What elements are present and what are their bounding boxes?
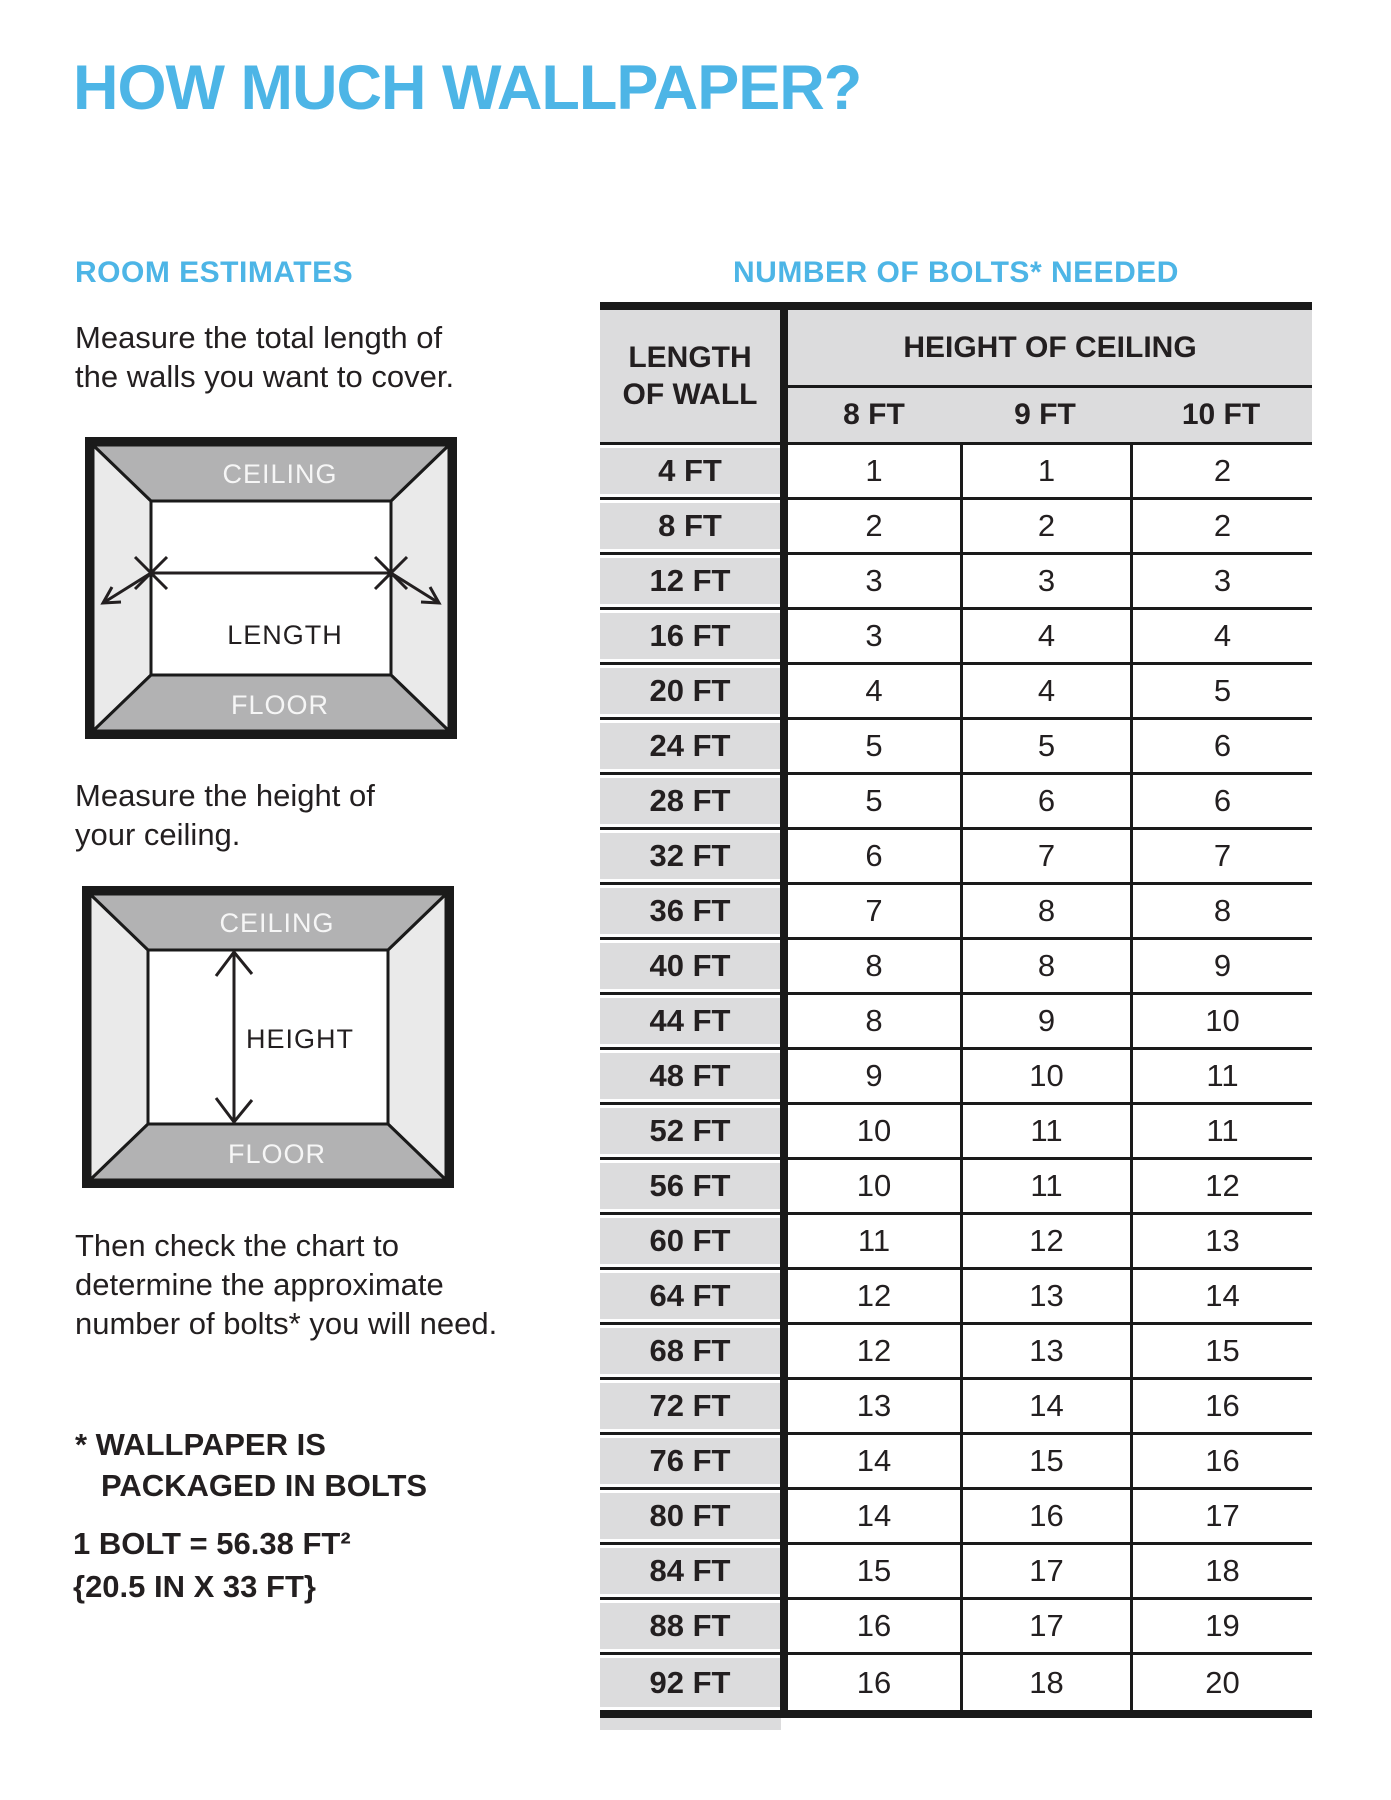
floor-label: FLOOR xyxy=(230,690,330,720)
table-row xyxy=(600,500,1312,555)
bolts-count-cell: 5 xyxy=(960,720,1130,772)
bolts-count-cell: 9 xyxy=(960,995,1130,1047)
bolts-count-cell: 6 xyxy=(960,775,1130,827)
wall-length-cell: 68 FT xyxy=(600,1325,780,1377)
table-row xyxy=(600,940,1312,995)
table-row xyxy=(600,1600,1312,1655)
bolts-count-cell: 2 xyxy=(780,500,960,552)
height-label: HEIGHT xyxy=(245,1024,355,1054)
bolts-count-cell: 2 xyxy=(1130,445,1312,497)
bolts-needed-heading: NUMBER OF BOLTS* NEEDED xyxy=(733,256,1179,289)
bolts-count-cell: 6 xyxy=(1130,775,1312,827)
bolts-count-cell: 1 xyxy=(780,445,960,497)
wall-length-cell: 80 FT xyxy=(600,1490,780,1542)
wall-length-cell: 60 FT xyxy=(600,1215,780,1267)
bolts-count-cell: 12 xyxy=(780,1325,960,1377)
bolts-count-cell: 7 xyxy=(780,885,960,937)
bolts-count-cell: 6 xyxy=(1130,720,1312,772)
bolts-count-cell: 16 xyxy=(1130,1380,1312,1432)
table-footer-strip xyxy=(600,1718,781,1730)
instruction-line: Then check the chart to xyxy=(75,1228,399,1263)
bolts-count-cell: 7 xyxy=(1130,830,1312,882)
bolts-count-cell: 8 xyxy=(960,885,1130,937)
table-row xyxy=(600,1325,1312,1380)
table-row xyxy=(600,1160,1312,1215)
bolts-count-cell: 13 xyxy=(960,1325,1130,1377)
table-row xyxy=(600,1435,1312,1490)
table-row xyxy=(600,830,1312,885)
ceiling-height-column-headers xyxy=(788,388,1312,442)
bolts-count-cell: 10 xyxy=(780,1160,960,1212)
bolts-count-cell: 10 xyxy=(1130,995,1312,1047)
bolts-count-cell: 16 xyxy=(1130,1435,1312,1487)
bolts-count-cell: 10 xyxy=(780,1105,960,1157)
floor-label: FLOOR xyxy=(227,1139,327,1169)
table-row xyxy=(600,1380,1312,1435)
bolts-count-cell: 4 xyxy=(780,665,960,717)
wall-length-cell: 36 FT xyxy=(600,885,780,937)
instruction-line: Measure the total length of xyxy=(75,320,443,355)
bolts-count-cell: 6 xyxy=(780,830,960,882)
height-of-ceiling-header: HEIGHT OF CEILING xyxy=(788,310,1312,388)
wall-length-cell: 64 FT xyxy=(600,1270,780,1322)
bolts-count-cell: 11 xyxy=(1130,1105,1312,1157)
table-row xyxy=(600,665,1312,720)
height-room-diagram xyxy=(82,886,454,1188)
bolts-count-cell: 5 xyxy=(780,775,960,827)
bolts-count-cell: 3 xyxy=(780,555,960,607)
footnote-line: PACKAGED IN BOLTS xyxy=(101,1468,428,1503)
bolts-table-rows xyxy=(600,445,1312,1710)
bolts-count-cell: 11 xyxy=(960,1105,1130,1157)
wall-length-cell: 4 FT xyxy=(600,445,780,497)
table-row xyxy=(600,1270,1312,1325)
wall-length-cell: 32 FT xyxy=(600,830,780,882)
table-row xyxy=(600,775,1312,830)
table-row xyxy=(600,445,1312,500)
bolts-count-cell: 12 xyxy=(960,1215,1130,1267)
bolts-count-cell: 1 xyxy=(960,445,1130,497)
instruction-line: the walls you want to cover. xyxy=(75,359,455,394)
instruction-line: determine the approximate xyxy=(75,1267,444,1302)
bolts-count-cell: 5 xyxy=(780,720,960,772)
bolts-count-cell: 16 xyxy=(960,1490,1130,1542)
check-chart-instruction xyxy=(75,1226,497,1343)
height-of-ceiling-header-group xyxy=(780,310,1312,442)
bolts-count-cell: 3 xyxy=(960,555,1130,607)
length-of-wall-header-line: OF WALL xyxy=(622,378,758,411)
wall-length-cell: 28 FT xyxy=(600,775,780,827)
bolts-count-cell: 11 xyxy=(1130,1050,1312,1102)
bolt-size-line: 1 BOLT = 56.38 FT² xyxy=(73,1526,351,1561)
bolts-count-cell: 18 xyxy=(960,1655,1130,1710)
bolts-count-cell: 5 xyxy=(1130,665,1312,717)
bolts-table xyxy=(600,302,1312,1718)
instruction-line: Measure the height of xyxy=(75,778,375,813)
bolts-count-cell: 8 xyxy=(1130,885,1312,937)
wall-length-cell: 92 FT xyxy=(600,1655,780,1710)
wall-length-cell: 12 FT xyxy=(600,555,780,607)
bolts-count-cell: 9 xyxy=(1130,940,1312,992)
bolts-count-cell: 14 xyxy=(780,1435,960,1487)
wall-length-cell: 48 FT xyxy=(600,1050,780,1102)
bolts-count-cell: 8 xyxy=(780,995,960,1047)
bolt-size-note xyxy=(73,1522,351,1608)
bolts-count-cell: 17 xyxy=(960,1545,1130,1597)
wall-length-cell: 88 FT xyxy=(600,1600,780,1652)
wall-length-cell: 52 FT xyxy=(600,1105,780,1157)
measure-length-instruction xyxy=(75,318,454,396)
wall-length-cell: 20 FT xyxy=(600,665,780,717)
wall-length-cell: 56 FT xyxy=(600,1160,780,1212)
table-row xyxy=(600,610,1312,665)
wall-length-cell: 16 FT xyxy=(600,610,780,662)
length-label: LENGTH xyxy=(227,620,343,650)
wall-length-cell: 44 FT xyxy=(600,995,780,1047)
table-row xyxy=(600,1490,1312,1545)
ceiling-height-column-header: 8 FT xyxy=(843,398,905,431)
table-row xyxy=(600,885,1312,940)
bolts-count-cell: 11 xyxy=(780,1215,960,1267)
wall-length-cell: 8 FT xyxy=(600,500,780,552)
bolts-count-cell: 20 xyxy=(1130,1655,1312,1710)
table-row xyxy=(600,555,1312,610)
bolts-count-cell: 19 xyxy=(1130,1600,1312,1652)
ceiling-label: CEILING xyxy=(219,908,335,938)
bolts-count-cell: 15 xyxy=(960,1435,1130,1487)
bolts-count-cell: 2 xyxy=(960,500,1130,552)
wall-length-cell: 84 FT xyxy=(600,1545,780,1597)
wall-length-cell: 72 FT xyxy=(600,1380,780,1432)
bolts-count-cell: 14 xyxy=(780,1490,960,1542)
page-title: HOW MUCH WALLPAPER? xyxy=(73,53,862,123)
wallpaper-bolts-footnote xyxy=(75,1424,427,1506)
wall-length-cell: 24 FT xyxy=(600,720,780,772)
footnote-line: * WALLPAPER IS xyxy=(75,1427,326,1462)
ceiling-height-column-header: 10 FT xyxy=(1181,398,1261,431)
instruction-line: number of bolts* you will need. xyxy=(75,1306,498,1341)
bolts-count-cell: 3 xyxy=(780,610,960,662)
measure-height-instruction xyxy=(75,776,375,854)
bolt-size-line: {20.5 IN X 33 FT} xyxy=(73,1569,316,1604)
table-row xyxy=(600,995,1312,1050)
wall-length-cell: 76 FT xyxy=(600,1435,780,1487)
bolts-count-cell: 15 xyxy=(780,1545,960,1597)
bolts-count-cell: 17 xyxy=(1130,1490,1312,1542)
ceiling-label: CEILING xyxy=(222,459,338,489)
length-room-diagram xyxy=(85,437,457,739)
bolts-count-cell: 9 xyxy=(780,1050,960,1102)
bolts-count-cell: 12 xyxy=(1130,1160,1312,1212)
table-row xyxy=(600,1050,1312,1105)
bolts-count-cell: 13 xyxy=(1130,1215,1312,1267)
table-row xyxy=(600,1105,1312,1160)
bolts-count-cell: 2 xyxy=(1130,500,1312,552)
bolts-count-cell: 4 xyxy=(960,665,1130,717)
table-row xyxy=(600,1215,1312,1270)
bolts-count-cell: 14 xyxy=(960,1380,1130,1432)
instruction-line: your ceiling. xyxy=(75,817,241,852)
bolts-count-cell: 3 xyxy=(1130,555,1312,607)
bolts-count-cell: 4 xyxy=(960,610,1130,662)
bolts-count-cell: 8 xyxy=(780,940,960,992)
length-of-wall-header-line: LENGTH xyxy=(628,341,752,374)
bolts-count-cell: 10 xyxy=(960,1050,1130,1102)
bolts-count-cell: 17 xyxy=(960,1600,1130,1652)
bolts-count-cell: 11 xyxy=(960,1160,1130,1212)
bolts-count-cell: 4 xyxy=(1130,610,1312,662)
bolts-count-cell: 13 xyxy=(780,1380,960,1432)
room-estimates-heading: ROOM ESTIMATES xyxy=(75,256,354,289)
ceiling-height-column-header: 9 FT xyxy=(1014,398,1076,431)
table-row xyxy=(600,1545,1312,1600)
length-of-wall-header xyxy=(600,310,780,442)
bolts-count-cell: 15 xyxy=(1130,1325,1312,1377)
bolts-count-cell: 12 xyxy=(780,1270,960,1322)
bolts-count-cell: 18 xyxy=(1130,1545,1312,1597)
wall-length-cell: 40 FT xyxy=(600,940,780,992)
bolts-count-cell: 8 xyxy=(960,940,1130,992)
bolts-count-cell: 16 xyxy=(780,1655,960,1710)
bolts-count-cell: 16 xyxy=(780,1600,960,1652)
bolts-table-header xyxy=(600,310,1312,445)
bolts-count-cell: 13 xyxy=(960,1270,1130,1322)
table-row xyxy=(600,720,1312,775)
bolts-count-cell: 7 xyxy=(960,830,1130,882)
table-row xyxy=(600,1655,1312,1710)
bolts-count-cell: 14 xyxy=(1130,1270,1312,1322)
